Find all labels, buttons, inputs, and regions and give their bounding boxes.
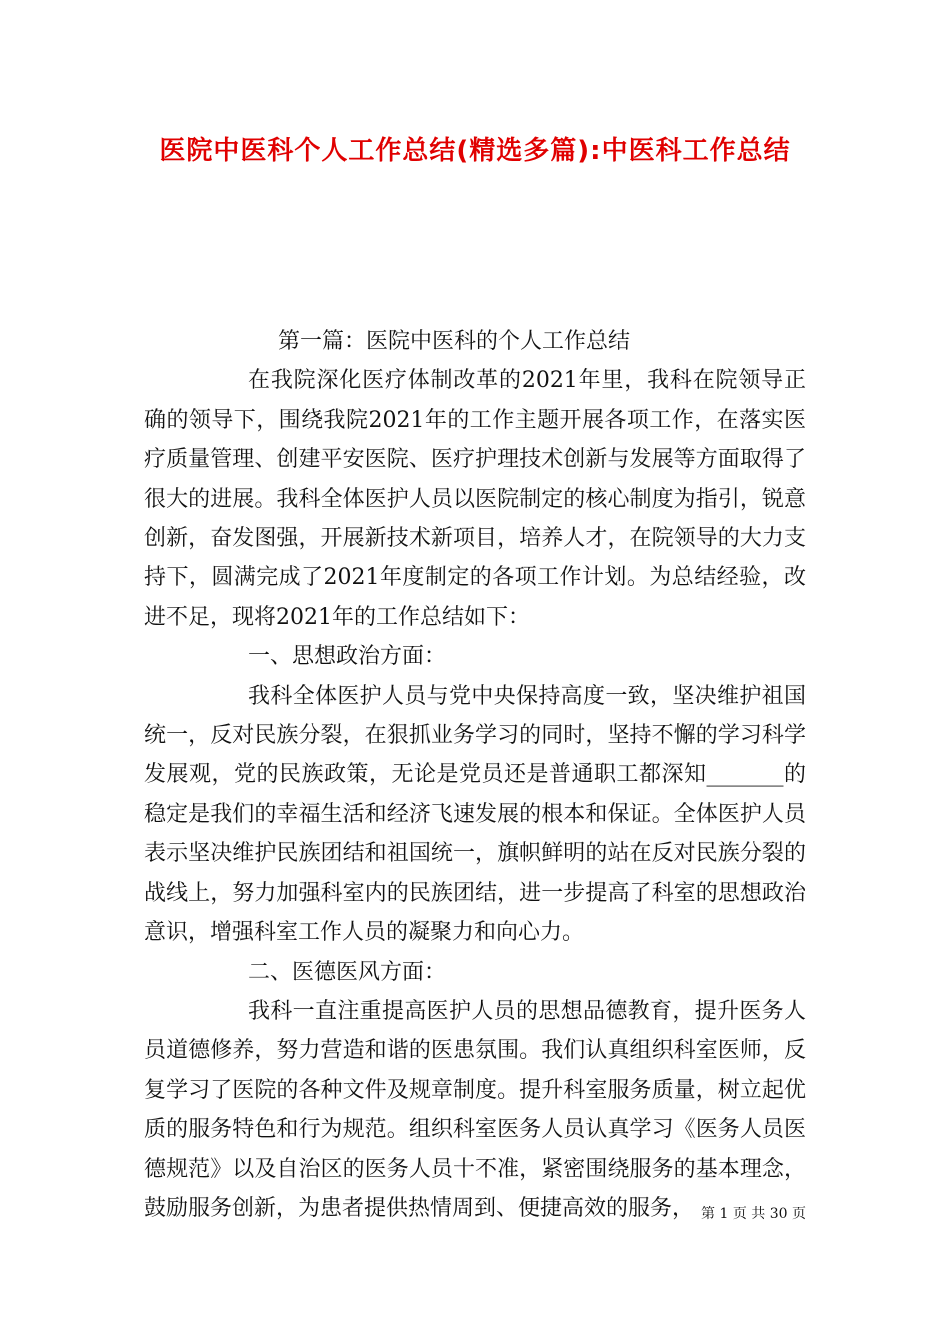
paragraph-ethics: 我科一直注重提高医护人员的思想品德教育，提升医务人员道德修养，努力营造和谐的医患氛围。我们认真组织科室医师，反复学习了医院的各种文件及规章制度。提升科室服务质量，树立起优质的服务特色和行为规范。组织科室医务人员认真学习《医务人员医德规范》以及自治区的医务人员十不准，紧密围绕服务的基本理念，鼓励服务创新，为患者提供热情周到、便捷高效的服务， xyxy=(144,998,806,1221)
heading-political: 一、思想政治方面： xyxy=(248,644,447,670)
paragraph-intro: 在我院深化医疗体制改革的2021年里，我科在院领导正确的领导下，围绕我院2021年的工作主题开展各项工作，在落实医疗质量管理、创建平安医院、医疗护理技术创新与发展等方面取得了很大的进展。我科全体医护人员以医院制定的核心制度为指引，锐意创新，奋发图强，开展新技术新项目，培养人才，在院领导的大力支持下，圆满完成了2021年度制定的各项工作计划。为总结经验，改进不足，现将2021年的工作总结如下： xyxy=(144,368,806,630)
page-number-footer: 第 1 页 共 30 页 xyxy=(701,1206,806,1222)
document-title: 医院中医科个人工作总结(精选多篇):中医科工作总结 xyxy=(159,136,791,166)
heading-ethics: 二、医德医风方面： xyxy=(248,959,447,985)
section-title: 第一篇：医院中医科的个人工作总结 xyxy=(278,329,631,354)
document-body xyxy=(144,322,806,1228)
paragraph-political: 我科全体医护人员与党中央保持高度一致，坚决维护祖国统一，反对民族分裂，在狠抓业务学习的同时，坚持不懈的学习科学发展观，党的民族政策，无论是党员还是普通职工都深知_______的稳定是我们的幸福生活和经济飞速发展的根本和保证。全体医护人员表示坚决维护民族团结和祖国统一，旗帜鲜明的站在反对民族分裂的战线上，努力加强科室内的民族团结，进一步提高了科室的思想政治意识，增强科室工作人员的凝聚力和向心力。 xyxy=(144,683,806,946)
